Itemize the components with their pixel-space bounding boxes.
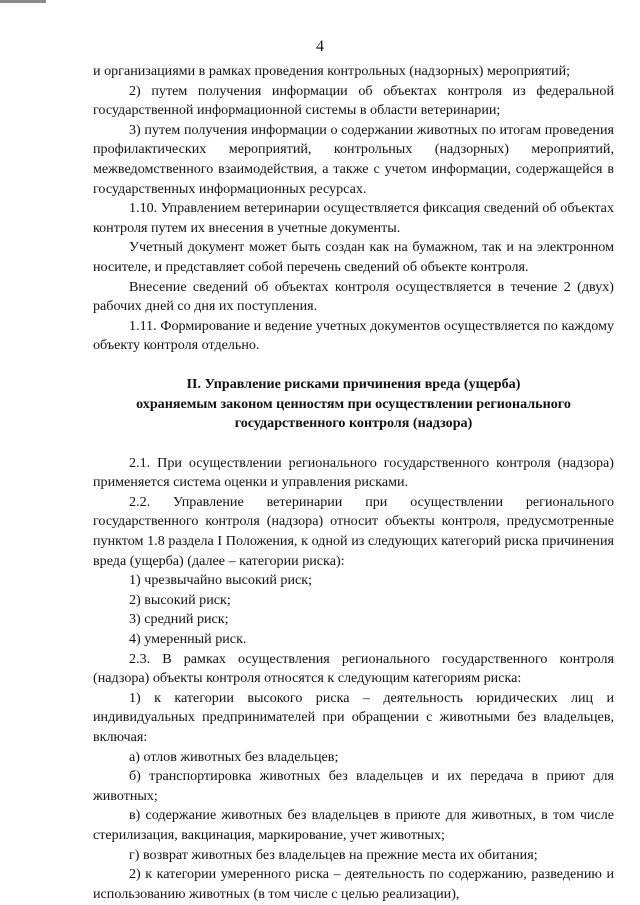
list-item: 1) чрезвычайно высокий риск; [129,572,313,589]
paragraph: 1.10. Управлением ветеринарии осуществляется фиксация сведений об объектах контроля путем их внесения в учетные документы. [93,200,614,236]
paragraph: 3) путем получения информации о содержании животных по итогам проведения профилактических мероприятий, контрольных (надзорных) мероприятий, межведомственного взаимодействия, а также с учетом информации, содержащейся в государственных информационных ресурсах. [93,121,614,197]
list-item: 1) к категории высокого риска – деятельность юридических лиц и индивидуальных предпринимателей при обращении с животными без владельцев, включая: [93,689,614,745]
scan-edge-mark [0,0,46,3]
list-item: 4) умеренный риск. [129,631,247,648]
paragraph: 2.3. В рамках осуществления регионального государственного контроля (надзора) объекты контроля относятся к следующим категориям риска: [93,650,614,687]
paragraph: 1.11. Формирование и ведение учетных документов осуществляется по каждому объекту контроля отдельно. [93,317,614,354]
list-item: 2) высокий риск; [129,591,231,608]
list-item: 2) к категории умеренного риска – деятельность по содержанию, разведению и использованию животных (в том числе с целью реализации), [93,866,614,902]
list-item: г) возврат животных без владельцев на прежние места их обитания; [129,846,538,863]
paragraph: и организациями в рамках проведения контрольных (надзорных) мероприятий; [93,63,571,79]
list-item: в) содержание животных без владельцев в приюте для животных, в том числе стерилизация, вакцинация, маркирование, учет животных; [93,807,614,843]
list-item: б) транспортировка животных без владельцев и их передача в приют для животных; [93,768,614,804]
list-item: а) отлов животных без владельцев; [129,748,339,765]
paragraph: Внесение сведений об объектах контроля осуществляется в течение 2 (двух) рабочих дней со дня их поступления. [93,278,614,315]
paragraph: 2) путем получения информации об объектах контроля из федеральной государственной информационной системы в области ветеринарии; [93,82,614,119]
paragraph: 2.1. При осуществлении регионального государственного контроля (надзора) применяется система оценки и управления рисками. [93,454,614,491]
section-title-line: охраняемым законом ценностям при осуществлении регионального [136,395,571,412]
section-title [93,375,614,434]
document-body [93,62,614,904]
paragraph: 2.2. Управление ветеринарии при осуществлении регионального государственного контроля (надзора) относит объекты контроля, предусмотренные пунктом 1.8 раздела I Положения, к одной из следующих категорий риска причинения вреда (ущерба) (далее – категории риска): [93,493,614,569]
list-item: 3) средний риск; [129,611,229,628]
section-title-line: II. Управление рисками причинения вреда (ущерба) [186,375,521,392]
page-number: 4 [316,38,324,55]
section-title-line: государственного контроля (надзора) [234,415,473,432]
paragraph: Учетный документ может быть создан как на бумажном, так и на электронном носителе, и представляет собой перечень сведений об объекте контроля. [93,239,614,275]
